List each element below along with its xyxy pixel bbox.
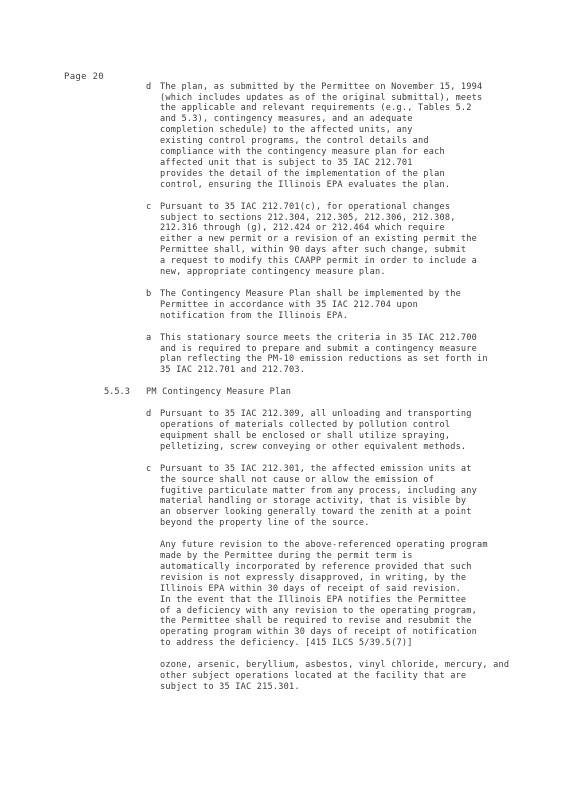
paragraph-line: either a new permit or a revision of an existing permit the	[160, 234, 478, 245]
paragraph-line: The plan, as submitted by the Permittee on November 15, 1994	[160, 81, 483, 92]
paragraph-line: other subject operations located at the facility that are	[160, 671, 467, 682]
paragraph-line: of a deficiency with any revision to the operating program,	[160, 605, 478, 616]
paragraph-line: a request to modify this CAAPP permit in order to include a	[160, 256, 478, 267]
paragraph-line: 212.316 through (g), 212.424 or 212.464 which require	[160, 223, 445, 234]
list-marker: d	[146, 81, 152, 92]
paragraph-line: affected unit that is subject to 35 IAC 212.701	[160, 158, 413, 168]
paragraph-line: the Permittee shall be required to revise and resubmit the	[160, 616, 472, 627]
paragraph-line: This stationary source meets the criteria in 35 IAC 212.700	[160, 332, 478, 343]
paragraph-line: operating program within 30 days of receipt of notification	[160, 627, 478, 638]
paragraph-line: (which includes updates as of the original submittal), meets	[160, 92, 483, 103]
paragraph-line: existing control programs, the control details and	[160, 136, 429, 147]
paragraph-line: 35 IAC 212.701 and 212.703.	[160, 365, 306, 376]
paragraph-line: the applicable and relevant requirements (e.g., Tables 5.2	[160, 103, 472, 114]
paragraph-line: beyond the property line of the source.	[160, 518, 370, 529]
paragraph-line: new, appropriate contingency measure plan.	[160, 267, 386, 278]
paragraph-line: notification from the Illinois EPA.	[160, 310, 349, 321]
paragraph-line: fugitive particulate matter from any process, including any	[160, 485, 478, 496]
paragraph-line: compliance with the contingency measure plan for each	[160, 147, 445, 158]
paragraph-line: Any future revision to the above-referenced operating program	[160, 540, 488, 551]
paragraph-line: Permittee shall, within 90 days after such change, submit	[160, 245, 467, 256]
paragraph-line: Pursuant to 35 IAC 212.701(c), for operational changes	[160, 201, 451, 212]
section-number: 5.5.3	[104, 387, 130, 398]
paragraph-line: Pursuant to 35 IAC 212.301, the affected emission units at	[160, 463, 472, 474]
paragraph-line: pelletizing, screw conveying or other equivalent methods.	[160, 441, 467, 452]
paragraph-line: revision is not expressly disapproved, in writing, by the	[160, 572, 467, 583]
paragraph-line: subject to 35 IAC 215.301.	[160, 682, 300, 692]
list-marker: c	[146, 201, 152, 212]
list-marker: c	[146, 463, 152, 474]
paragraph-line: equipment shall be enclosed or shall utilize spraying,	[160, 431, 451, 441]
paragraph-line: an observer looking generally toward the zenith at a point	[160, 507, 472, 518]
paragraph-line: Permittee in accordance with 35 IAC 212.704 upon	[160, 299, 418, 310]
paragraph-line: subject to sections 212.304, 212.305, 212.306, 212.308,	[160, 212, 456, 223]
list-marker: b	[146, 289, 152, 299]
list-marker: a	[146, 332, 152, 343]
paragraph-line: control, ensuring the Illinois EPA evaluates the plan.	[160, 179, 451, 190]
paragraph-line: the source shall not cause or allow the emission of	[160, 474, 435, 485]
paragraph-line: provides the detail of the implementation of the plan	[160, 168, 445, 179]
paragraph-line: and is required to prepare and submit a contingency measure	[160, 343, 478, 354]
paragraph-line: Illinois EPA within 30 days of receipt of said revision.	[160, 583, 461, 594]
paragraph-line: operations of materials collected by pollution control	[160, 420, 451, 431]
paragraph-line: to address the deficiency. [415 ILCS 5/39.5(7)]	[160, 638, 413, 649]
paragraph-line: made by the Permittee during the permit term is	[160, 551, 413, 562]
paragraph-line: and 5.3), contingency measures, and an adequate	[160, 114, 413, 125]
paragraph-line: material handling or storage activity, that is visible by	[160, 496, 467, 507]
paragraph-line: In the event that the Illinois EPA notifies the Permittee	[160, 594, 467, 605]
list-marker: d	[146, 409, 152, 420]
paragraph-line: completion schedule) to the affected units, any	[160, 125, 413, 136]
paragraph-line: The Contingency Measure Plan shall be implemented by the	[160, 289, 461, 299]
section-title: PM Contingency Measure Plan	[146, 387, 292, 398]
paragraph-line: automatically incorporated by reference provided that such	[160, 562, 472, 572]
page-number-label: Page 20	[64, 72, 105, 82]
paragraph-line: plan reflecting the PM-10 emission reductions as set forth in	[160, 354, 488, 365]
paragraph-line: ozone, arsenic, beryllium, asbestos, vinyl chloride, mercury, and	[160, 660, 510, 671]
paragraph-line: Pursuant to 35 IAC 212.309, all unloading and transporting	[160, 409, 472, 420]
